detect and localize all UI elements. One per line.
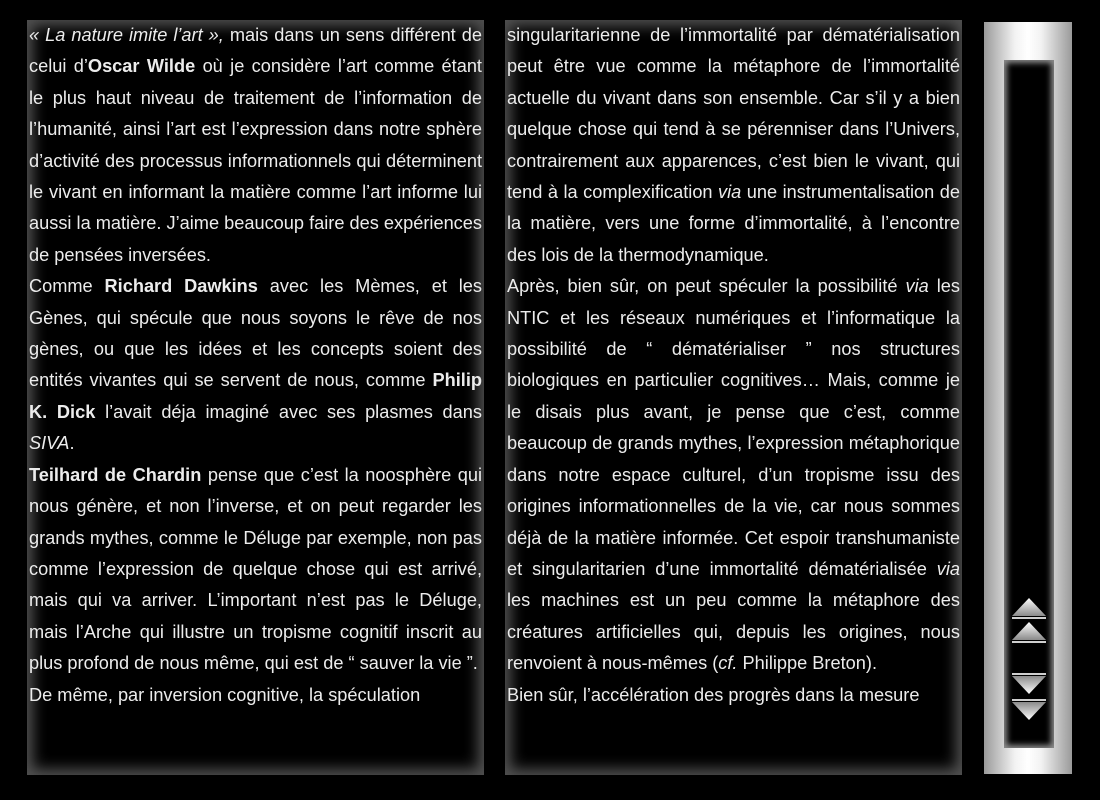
paragraph-text: avec les Mèmes, et les Gènes, qui spécule que nous soyons le rêve de nos gènes, ou que les idées et les concepts soient des entités vivantes qui se servent de nous, comme	[29, 276, 482, 391]
bold-name: Oscar Wilde	[87, 56, 196, 77]
scroll-down-button[interactable]	[1010, 672, 1048, 696]
paragraph-text: Bien sûr, l’accélération des progrès dans la mesure	[507, 684, 920, 705]
text-column-right	[505, 20, 962, 775]
italic-text: via	[718, 182, 742, 203]
paragraph-text: où je considère l’art comme étant le plus haut niveau de traitement de l’information de l’humanité, ainsi l’art est l’expression dans notre sphère d’activité des processus informationnels qui déterminent le vivant en informant la matière comme l’art informe lui aussi la matière. J’aime beaucoup faire des expériences de pensées inversées.	[29, 56, 482, 265]
text-column-left	[27, 20, 484, 775]
bold-name: Teilhard de Chardin	[29, 464, 202, 485]
italic-text: cf.	[718, 653, 738, 674]
scroll-down-fast-button[interactable]	[1010, 698, 1048, 722]
bold-name: Richard Dawkins	[104, 276, 258, 297]
paragraph-text: pense que c’est la noosphère qui nous génère, et non l’inverse, et on peut regarder les grands mythes, comme le Déluge par exemple, non pas comme l’expression de quelque chose qui est arrivé, mais qui va arriver. L’important n’est pas le Déluge, mais l’Arche qui illustre un tropisme cognitif inscrit au plus profond de nous même, qui est de “ sauver la vie ”.	[29, 464, 482, 674]
paragraph-text: l’avait déja imaginé avec ses plasmes dans	[95, 401, 482, 422]
scroll-up-button[interactable]	[1010, 620, 1048, 644]
paragraph-text: Philippe Breton).	[737, 653, 877, 674]
paragraph-text: Après, bien sûr, on peut spéculer la possibilité	[507, 276, 906, 297]
paragraph-text: De même, par inversion cognitive, la spéculation	[29, 684, 421, 705]
italic-text: via	[936, 558, 960, 579]
paragraph	[506, 680, 961, 711]
paragraph	[28, 680, 483, 711]
scroll-up-fast-button[interactable]	[1010, 596, 1048, 620]
paragraph-text: mais dans un sens différent de celui d’	[29, 25, 482, 77]
italic-text: via	[905, 276, 929, 297]
scroll-track[interactable]	[1004, 60, 1054, 748]
chevron-down-icon	[1010, 698, 1048, 722]
paragraph-text: singularitarienne de l’immortalité par dématérialisation peut être vue comme la métaphore de l’immortalité actuelle du vivant dans son ensemble. Car s’il y a bien quelque chose qui tend à se pérenniser dans l’Univers, contrairement aux apparences, c’est bien le vivant, qui tend à la complexification	[507, 25, 960, 203]
paragraph-text: .	[69, 433, 75, 454]
paragraph	[506, 20, 961, 271]
italic-text: « La nature imite l’art »,	[29, 25, 224, 45]
chevron-up-icon	[1010, 596, 1048, 620]
scrollbar[interactable]	[984, 22, 1072, 774]
paragraph-text: Comme	[29, 276, 105, 297]
chevron-down-icon	[1010, 672, 1048, 696]
paragraph-text: les NTIC et les réseaux numériques et l’informatique la possibilité de “ dématérialiser ” nos structures biologiques en particulier cognitives… Mais, comme je le disais plus avant, je pense que c’est, comme beaucoup de grands mythes, l’expression métaphorique dans notre espace culturel, d’un tropisme issu des origines informationnelles de la vie, car nous sommes déjà de la matière informée. Cet espoir transhumaniste et singularitarien d’une immortalité dématérialisée	[507, 276, 960, 579]
paragraph-text: les machines est un peu comme la métaphore des créatures artificielles qui, depuis les origines, nous renvoient à nous-mêmes (	[507, 590, 960, 674]
paragraph	[28, 20, 483, 271]
chevron-up-icon	[1010, 620, 1048, 644]
paragraph	[506, 271, 961, 679]
paragraph	[28, 271, 483, 459]
bold-name: Philip K. Dick	[29, 370, 482, 422]
paragraph-text: une instrumentalisation de la matière, vers une forme d’immortalité, à l’encontre des lois de la thermodynamique.	[507, 182, 960, 265]
paragraph	[28, 460, 483, 680]
italic-text: SIVA	[29, 433, 70, 454]
